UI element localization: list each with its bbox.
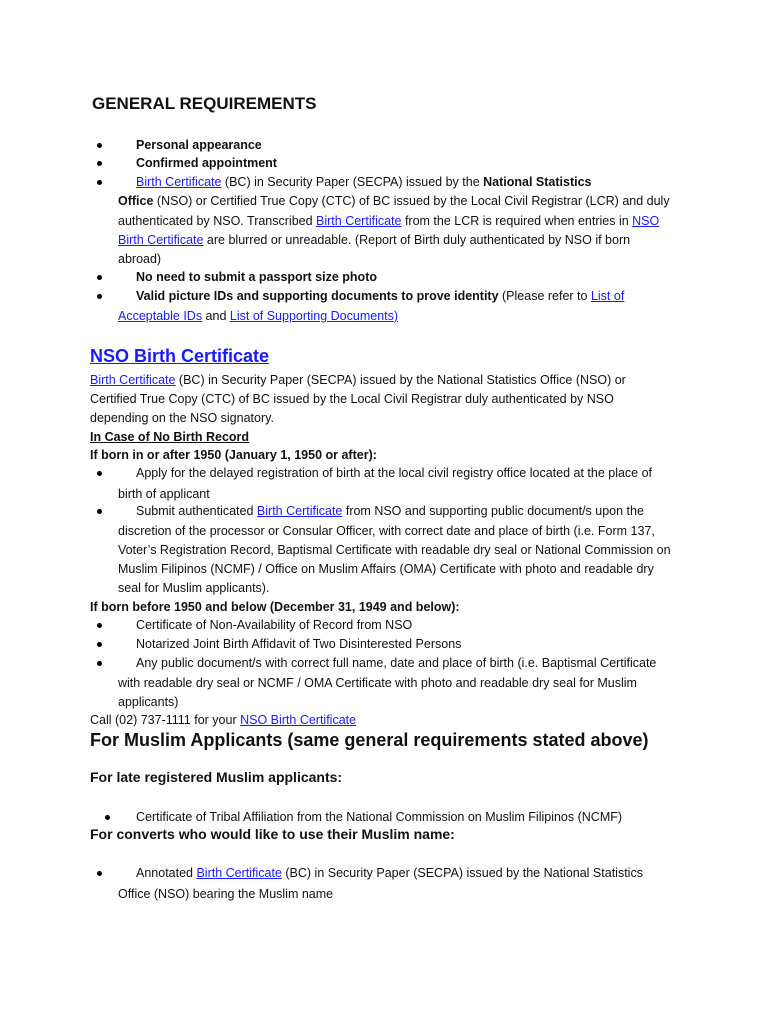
muslim-applicants-heading: For Muslim Applicants (same general requirements stated above)	[90, 730, 649, 750]
req-birth-cert-line3: authenticated by NSO. Transcribed Birth Certificate from the LCR is required when entries in NSO	[118, 214, 660, 228]
req-birth-cert-line4: Birth Certificate are blurred or unreadable. (Report of Birth duly authenticated by NSO if born	[118, 233, 631, 247]
delayed-registration-line2: birth of applicant	[118, 487, 210, 501]
birth-certificate-link[interactable]: Birth Certificate	[256, 504, 343, 518]
birth-certificate-link[interactable]: Birth Certificate	[136, 175, 222, 189]
bullet	[97, 143, 102, 148]
req-valid-ids-line1: Valid picture IDs and supporting documents to prove identity (Please refer to List of	[136, 289, 625, 303]
submit-authenticated-line5: seal for Muslim applicants).	[118, 581, 270, 595]
list-of-supporting-documents-link[interactable]: List of Supporting Documents)	[229, 309, 399, 323]
nso-para-line1: Birth Certificate (BC) in Security Paper (SECPA) issued by the National Statistics Office (NSO) or	[90, 373, 626, 387]
no-birth-record-subheading: In Case of No Birth Record	[90, 430, 250, 444]
delayed-registration-line1: Apply for the delayed registration of birth at the local civil registry office located at the place of	[136, 466, 653, 480]
bullet	[97, 180, 102, 185]
submit-authenticated-line3: Voter’s Registration Record, Baptismal Certificate with readable dry seal or National Commission on	[118, 543, 671, 557]
bullet	[97, 161, 102, 166]
call-line: Call (02) 737-1111 for your NSO Birth Certificate	[90, 713, 357, 727]
public-document-line1: Any public document/s with correct full name, date and place of birth (i.e. Baptismal Certificate	[136, 656, 657, 670]
nso-birth-certificate-link[interactable]: NSO Birth Certificate	[240, 713, 357, 727]
bullet	[97, 275, 102, 280]
submit-authenticated-line1: Submit authenticated Birth Certificate from NSO and supporting public document/s upon the	[136, 504, 644, 518]
bullet	[105, 815, 110, 820]
birth-certificate-link[interactable]: Birth Certificate	[90, 373, 176, 387]
born-after-1950-subheading: If born in or after 1950 (January 1, 1950 or after):	[90, 448, 377, 462]
bullet	[97, 871, 102, 876]
req-birth-cert-line2: Office (NSO) or Certified True Copy (CTC) of BC issued by the Local Civil Registrar (LCR) and duly	[118, 194, 670, 208]
bullet	[97, 294, 102, 299]
birth-certificate-link[interactable]: Birth Certificate	[196, 866, 282, 880]
req-no-passport-photo: No need to submit a passport size photo	[136, 270, 377, 284]
req-birth-cert-line5: abroad)	[118, 252, 162, 266]
born-before-1950-subheading: If born before 1950 and below (December 31, 1949 and below):	[90, 600, 460, 614]
birth-certificate-link[interactable]: Birth Certificate	[316, 214, 402, 228]
bullet	[97, 661, 102, 666]
converts-heading: For converts who would like to use their Muslim name:	[90, 826, 455, 842]
late-registered-heading: For late registered Muslim applicants:	[90, 769, 343, 785]
submit-authenticated-line2: discretion of the processor or Consular Officer, with correct date and place of birth (i.e. Form 137,	[118, 524, 655, 538]
nso-para-line2: Certified True Copy (CTC) of BC issued by the Local Civil Registrar duly authenticated by NSO	[90, 392, 614, 406]
bullet	[97, 509, 102, 514]
req-birth-cert-line1: Birth Certificate (BC) in Security Paper (SECPA) issued by the National Statistics	[136, 175, 592, 189]
bullet	[97, 623, 102, 628]
nso-birth-certificate-heading[interactable]: NSO Birth Certificate	[90, 346, 270, 366]
bullet	[97, 642, 102, 647]
joint-affidavit-item: Notarized Joint Birth Affidavit of Two Disinterested Persons	[136, 637, 462, 651]
non-availability-item: Certificate of Non-Availability of Record from NSO	[136, 618, 413, 632]
req-valid-ids-line2: Acceptable IDs and List of Supporting Documents)	[118, 309, 399, 323]
bullet	[97, 471, 102, 476]
public-document-line2: with readable dry seal or NCMF / OMA Certificate with photo and readable dry seal for Muslim	[118, 676, 637, 690]
req-personal-appearance: Personal appearance	[136, 138, 262, 152]
tribal-affiliation-item: Certificate of Tribal Affiliation from the National Commission on Muslim Filipinos (NCMF)	[136, 810, 623, 824]
list-of-acceptable-ids-link[interactable]: Acceptable IDs	[118, 309, 203, 323]
annotated-birth-cert-line2: Office (NSO) bearing the Muslim name	[118, 887, 334, 901]
nso-para-line3: depending on the NSO signatory.	[90, 411, 274, 425]
public-document-line3: applicants)	[118, 695, 179, 709]
req-confirmed-appointment: Confirmed appointment	[136, 156, 277, 170]
submit-authenticated-line4: Muslim Filipinos (NCMF) / Office on Muslim Affairs (OMA) Certificate with photo and readable dry	[118, 562, 654, 576]
nso-link[interactable]: NSO	[632, 214, 660, 228]
annotated-birth-cert-line1: Annotated Birth Certificate (BC) in Security Paper (SECPA) issued by the National Statistics	[136, 866, 643, 880]
birth-certificate-link[interactable]: Birth Certificate	[118, 233, 204, 247]
general-requirements-heading: GENERAL REQUIREMENTS	[92, 94, 317, 113]
list-of-acceptable-ids-link[interactable]: List of	[590, 289, 625, 303]
